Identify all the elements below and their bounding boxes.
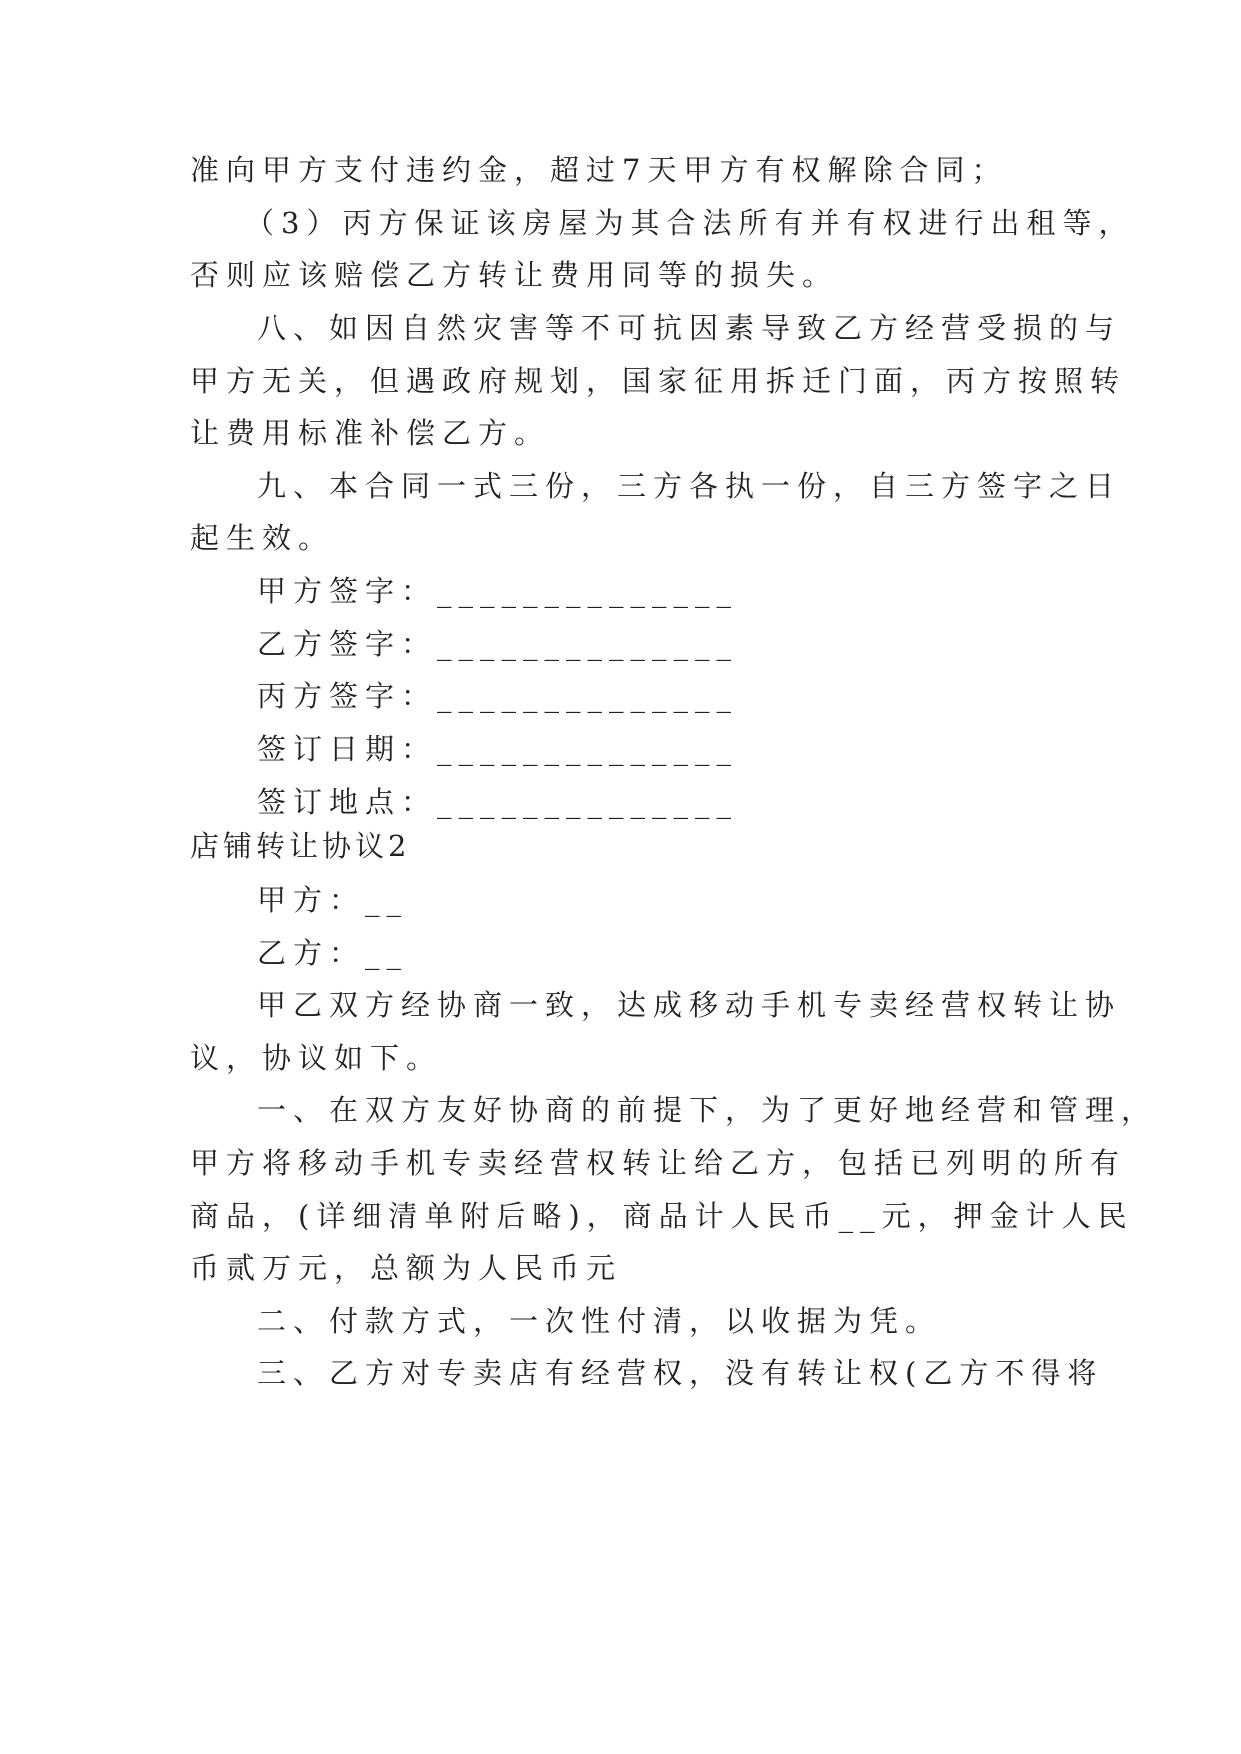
text-line: 一、在双方友好协商的前提下，为了更好地经营和管理， xyxy=(257,1093,1158,1127)
party-a-line: 甲方：__ xyxy=(257,883,409,917)
party-b-line: 乙方：__ xyxy=(257,936,409,970)
text-line: 甲方无关，但遇政府规划，国家征用拆迁门面，丙方按照转 xyxy=(190,364,1127,398)
text-line: 商品，(详细清单附后略)，商品计人民币__元，押金计人民 xyxy=(190,1199,1134,1233)
signature-line-party-a: 甲方签字：______________ xyxy=(257,574,739,608)
text-line: 三、乙方对专卖店有经营权，没有转让权(乙方不得将 xyxy=(257,1356,1104,1390)
text-line: 否则应该赔偿乙方转让费用同等的损失。 xyxy=(190,258,839,292)
text-line: 让费用标准补偿乙方。 xyxy=(190,416,551,450)
signature-line-party-c: 丙方签字：______________ xyxy=(257,679,739,713)
signing-place-line: 签订地点：______________ xyxy=(257,785,739,819)
text-line: 币贰万元，总额为人民币元 xyxy=(190,1251,623,1285)
text-line: 准向甲方支付违约金，超过7天甲方有权解除合同； xyxy=(190,153,1008,187)
section-title: 店铺转让协议2 xyxy=(190,829,411,863)
text-line: 八、如因自然灾害等不可抗因素导致乙方经营受损的与 xyxy=(257,311,1122,345)
text-line: 甲乙双方经协商一致，达成移动手机专卖经营权转让协 xyxy=(257,988,1122,1022)
text-line: 起生效。 xyxy=(190,521,335,555)
text-line: （3）丙方保证该房屋为其合法所有并有权进行出租等， xyxy=(245,206,1135,240)
text-line: 九、本合同一式三份，三方各执一份，自三方签字之日 xyxy=(257,469,1122,503)
signing-date-line: 签订日期：______________ xyxy=(257,732,739,766)
signature-line-party-b: 乙方签字：______________ xyxy=(257,627,739,661)
text-line: 甲方将移动手机专卖经营权转让给乙方，包括已列明的所有 xyxy=(190,1146,1127,1180)
text-line: 二、付款方式，一次性付清，以收据为凭。 xyxy=(257,1304,942,1338)
text-line: 议，协议如下。 xyxy=(190,1041,443,1075)
